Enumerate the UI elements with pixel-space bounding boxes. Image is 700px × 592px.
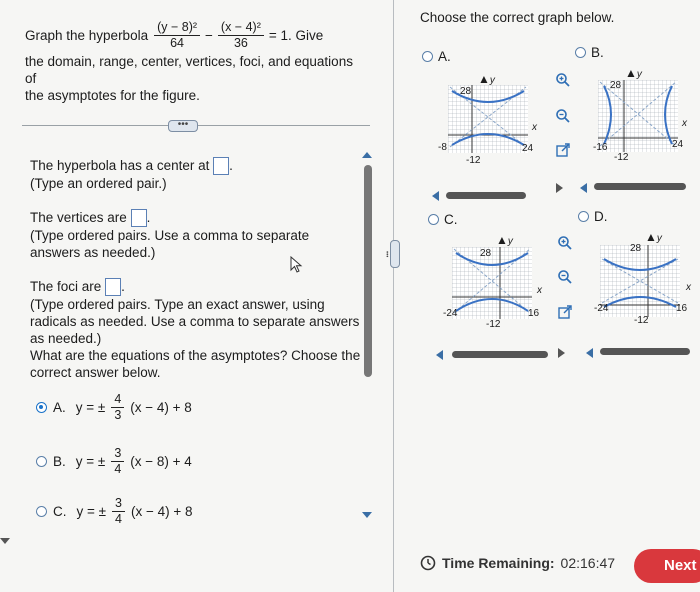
graph-c-label-bottom: -12	[486, 319, 501, 330]
clock-icon	[420, 555, 436, 571]
graph-a-y-arrow: ▲y	[478, 72, 495, 86]
asymptote-option-a[interactable]: A. y = ± $\frac{4}{3}$ (x − 4) + 8	[36, 392, 192, 423]
time-remaining	[420, 555, 615, 571]
graph-radio-d[interactable]	[578, 211, 589, 222]
center-input[interactable]	[213, 157, 229, 175]
graph-b-x-axis-label: x	[682, 118, 687, 129]
foci-hint-2: radicals as needed. Use a comma to separate answers	[30, 314, 360, 330]
vertices-hint-2: answers as needed.)	[30, 245, 156, 261]
graph-d	[600, 245, 680, 317]
fraction-term2: $\frac{\text{(x − 4)²}}{36}$	[218, 20, 264, 51]
asymptote-option-b[interactable]: B. y = ± $\frac{3}{4}$ (x − 8) + 4	[36, 446, 192, 477]
graph-c-label-right: 16	[528, 308, 540, 319]
graph-b-scroll-left[interactable]	[580, 183, 587, 193]
graph-option-d-label[interactable]: D.	[578, 208, 608, 225]
foci-hint-3: as needed.)	[30, 331, 102, 347]
timer-value: 02:16:47	[560, 555, 616, 571]
graph-option-a-label[interactable]: A.	[422, 48, 451, 65]
graph-c-y-arrow: ▲y	[496, 233, 513, 247]
graph-a-scrollbar[interactable]	[446, 192, 526, 199]
zoom-out-icon-c[interactable]	[555, 267, 575, 287]
graph-a-label-top: 28	[460, 86, 472, 97]
graph-b-label-right: 24	[672, 139, 684, 150]
graph-b-scrollbar[interactable]	[594, 183, 686, 190]
external-link-icon[interactable]	[553, 140, 573, 160]
graph-d-label-right: 16	[676, 303, 688, 314]
graph-a-scroll-right[interactable]	[556, 183, 563, 193]
asymptote-question-1: What are the equations of the asymptotes? Choose the	[30, 348, 361, 364]
graph-c-plot	[452, 247, 532, 319]
graph-c-scroll-right[interactable]	[558, 348, 565, 358]
left-scrollbar-thumb[interactable]	[364, 165, 372, 377]
graph-b-label-left: -16	[593, 142, 608, 153]
vertices-label: The vertices are	[30, 210, 127, 225]
center-block: The hyperbola has a center at . (Type an ordered pair.)	[30, 158, 233, 192]
graph-a-label-bottom: -12	[466, 155, 481, 166]
graph-a-scroll-left[interactable]	[432, 191, 439, 201]
center-hint: (Type an ordered pair.)	[30, 176, 167, 192]
graph-d-label-top: 28	[630, 243, 642, 254]
graph-b-y-arrow: ▲y	[625, 66, 642, 80]
graph-option-c-label[interactable]: C.	[428, 211, 458, 228]
graph-c-scroll-left[interactable]	[436, 350, 443, 360]
radio-a[interactable]	[36, 402, 47, 413]
zoom-in-icon-c[interactable]	[555, 233, 575, 253]
graph-radio-b[interactable]	[575, 47, 586, 58]
scroll-down-arrow[interactable]	[362, 512, 372, 518]
timer-label: Time Remaining:	[442, 555, 555, 571]
panel-splitter	[393, 0, 394, 592]
center-label: The hyperbola has a center at	[30, 158, 210, 173]
fraction-term1: $\frac{\text{(y − 8)²}}{64}$	[154, 20, 200, 51]
external-link-icon-c[interactable]	[555, 302, 575, 322]
graph-radio-a[interactable]	[422, 51, 433, 62]
graph-d-scrollbar[interactable]	[600, 348, 690, 355]
graph-d-x-axis-label: x	[686, 282, 691, 293]
graph-d-label-left: -24	[594, 303, 609, 314]
asymptote-option-c[interactable]: C. y = ± $\frac{3}{4}$ (x − 4) + 8	[36, 496, 193, 527]
foci-hint-1: (Type ordered pairs. Type an exact answer, using	[30, 297, 325, 313]
next-button[interactable]: Next	[634, 549, 700, 583]
expand-dots-button[interactable]: •••	[168, 120, 198, 132]
zoom-out-icon[interactable]	[553, 106, 573, 126]
graph-d-label-bottom: -12	[634, 315, 649, 326]
question-line2: the domain, range, center, vertices, foci, and equations of	[25, 54, 353, 86]
scroll-up-arrow[interactable]	[362, 152, 372, 158]
left-edge-marker	[0, 538, 10, 544]
graph-a-label-right: 24	[522, 143, 534, 154]
graph-c-x-axis-label: x	[537, 285, 542, 296]
foci-label: The foci are	[30, 279, 102, 294]
graph-instruction: Choose the correct graph below.	[420, 10, 615, 25]
radio-c[interactable]	[36, 506, 47, 517]
graph-b-label-bottom: -12	[614, 152, 629, 163]
graph-d-y-arrow: ▲y	[645, 230, 662, 244]
radio-b[interactable]	[36, 456, 47, 467]
graph-c	[452, 247, 532, 319]
foci-input[interactable]	[105, 278, 121, 296]
graph-b-label-top: 28	[610, 80, 622, 91]
mouse-cursor-icon	[290, 256, 304, 279]
graph-c-label-top: 28	[480, 248, 492, 259]
zoom-in-icon[interactable]	[553, 70, 573, 90]
graph-d-plot	[600, 245, 680, 317]
graph-c-scrollbar[interactable]	[452, 351, 548, 358]
asymptote-question-2: correct answer below.	[30, 365, 161, 381]
graph-d-scroll-left[interactable]	[586, 348, 593, 358]
graph-a-x-axis-label: x	[532, 122, 537, 133]
panel-splitter-handle[interactable]: •••	[390, 240, 400, 268]
vertices-block: The vertices are . (Type ordered pairs. Use a comma to separate answers as needed.)	[30, 210, 310, 261]
graph-radio-c[interactable]	[428, 214, 439, 225]
question-line3: the asymptotes for the figure.	[25, 88, 200, 103]
question-prompt: Graph the hyperbola $\frac{\text{(y − 8)²}}{64}$ − $\frac{\text{(x − 4)²}}{36}$ = 1. Give the domain, range, center, vertices, foci, and equations of the asymptotes for the figure.	[25, 20, 365, 104]
vertices-input[interactable]	[131, 209, 147, 227]
foci-block: The foci are . (Type ordered pairs. Type an exact answer, using radicals as needed. Use a comma to separate answers as needed.) What are the equations of the asymptotes? Choose the correct answer below.	[30, 279, 361, 381]
graph-option-b-label[interactable]: B.	[575, 44, 604, 61]
graph-a-label-left: -8	[438, 142, 447, 153]
vertices-hint-1: (Type ordered pairs. Use a comma to separate	[30, 228, 310, 244]
question-intro: Graph the hyperbola	[25, 28, 149, 43]
graph-c-label-left: -24	[443, 308, 458, 319]
